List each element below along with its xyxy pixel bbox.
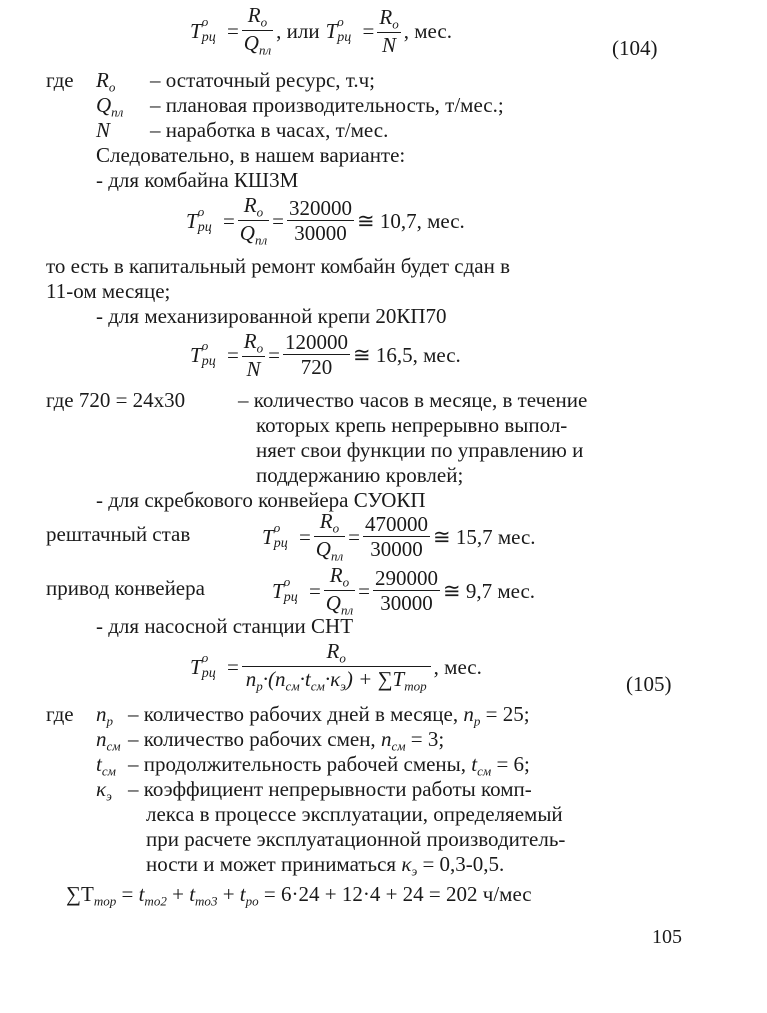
support-desc-2: которых крепь непрерывно выпол- (256, 413, 568, 437)
k-desc-1: лекса в процессе эксплуатации, определяемый (146, 802, 563, 826)
drive-label: привод конвейера (46, 576, 205, 600)
k-desc-2: при расчете эксплуатационной производитель- (146, 827, 566, 851)
where2-label: где (46, 702, 74, 726)
equation-number-104: (104) (612, 36, 658, 60)
equation-number-105: (105) (626, 672, 672, 696)
f105-unit: , мес. (433, 654, 482, 679)
formula-unit: , мес. (403, 18, 452, 43)
conveyor-title: - для скребкового конвейера СУОКП (96, 488, 426, 512)
combine-formula: T o рц = $\frac{R_o}{Q_{пл}}$ = $\frac{320000}{30000}$ ≅ 10,7, мес. (186, 193, 465, 248)
support-title: - для механизированной крепи 20КП70 (96, 304, 447, 328)
where-item-n: N (96, 118, 111, 142)
support-formula: T o рц = $\frac{R_o}{N}$ = $\frac{120000}{720}$ ≅ 16,5, мес. (190, 329, 461, 381)
where-item-q-text: – плановая производительность, т/мес.; (150, 93, 504, 117)
support-where: где 720 = 24х30 (46, 388, 186, 412)
where2-text-k: – коэффициент непрерывности работы комп- (128, 777, 532, 801)
where2-sym-k: $\kappa_э$ (96, 777, 112, 804)
support-fraction: $\frac{120000}{720}$ (284, 330, 348, 380)
where2-sym-np: $n_р$ (96, 702, 114, 729)
where-label: где (46, 68, 74, 92)
where2-text-np: – количество рабочих дней в месяце, $n_р = 25$; (128, 702, 530, 729)
formula-105: T o рц = $\frac{R_o}{n_р\cdot(n_{см}\cdot t_{см}\cdot\kappa_э) + \sum T_{тор}}$ , мес. (190, 639, 482, 694)
where-item-q: $Q_{пл}$ (96, 93, 124, 120)
consequently-text: Следовательно, в нашем варианте: (96, 143, 406, 167)
page-number: 105 (652, 926, 682, 948)
pump-title: - для насосной станции СНТ (96, 614, 354, 638)
support-desc-1: – количество часов в месяце, в течение (238, 388, 588, 412)
sum-formula: $\sum Т_{тор} = t_{то2} + t_{то3} + t_{ро} = 6\cdot 24 + 12\cdot 4 + 24 = 202$ ч/мес (66, 882, 532, 909)
formula-symbol-t: T (190, 18, 202, 43)
rest-fraction: $\frac{470000}{30000}$ (364, 512, 428, 562)
drive-formula: T o рц = $\frac{R_o}{Q_{пл}}$ = $\frac{290000}{30000}$ ≅ 9,7 мес. (272, 563, 536, 618)
combine-title: - для комбайна КШ3М (96, 168, 299, 192)
where2-text-ncm: – количество рабочих смен, $n_{см} = 3$; (128, 727, 445, 754)
where2-sym-tcm: $t_{см}$ (96, 752, 116, 779)
k-desc-3: ности и может приниматься $\kappa_э = 0,3-0,5$. (146, 852, 505, 879)
support-desc-3: няет свои функции по управлению и (256, 438, 584, 462)
rest-formula: T o рц = $\frac{R_o}{Q_{пл}}$ = $\frac{470000}{30000}$ ≅ 15,7 мес. (262, 509, 536, 564)
drive-result: ≅ 9,7 мес. (442, 578, 536, 603)
formula-sup: o (201, 13, 209, 29)
where-item-r-text: – остаточный ресурс, т.ч; (150, 68, 376, 92)
where2-text-tcm: – продолжительность рабочей смены, $t_{см} = 6$; (128, 752, 530, 779)
where-item-n-text: – наработка в часах, т/мес. (150, 118, 389, 142)
combine-result: ≅ 10,7, мес. (356, 208, 465, 233)
where2-sym-ncm: $n_{см}$ (96, 727, 121, 754)
or-text: , или (276, 18, 320, 43)
fraction-r-over-n: $\frac{R_o}{N}$ (379, 4, 399, 57)
drive-fraction: $\frac{290000}{30000}$ (374, 566, 438, 616)
support-result: ≅ 16,5, мес. (352, 343, 461, 368)
fraction-105: $\frac{R_o}{n_р\cdot(n_{см}\cdot t_{см}\cdot\kappa_э) + \sum T_{тор}}$ (242, 640, 431, 694)
combine-note-line1: то есть в капитальный ремонт комбайн будет сдан в (46, 254, 510, 278)
rest-result: ≅ 15,7 мес. (432, 524, 536, 549)
fraction-r-over-q: $\frac{R_o}{Q_{пл}}$ (243, 3, 272, 58)
support-desc-4: поддержанию кровлей; (256, 463, 464, 487)
formula-sub: рц (201, 29, 216, 45)
combine-note-line2: 11-ом месяце; (46, 279, 171, 303)
rest-label: рештачный став (46, 522, 191, 546)
combine-fraction: $\frac{320000}{30000}$ (288, 196, 352, 246)
where-item-r: $R_o$ (96, 68, 116, 95)
formula-104: T o рц = $\frac{R_o}{Q_{пл}}$ , или T o рц = $\frac{R_o}{N}$ , мес. (190, 3, 452, 58)
